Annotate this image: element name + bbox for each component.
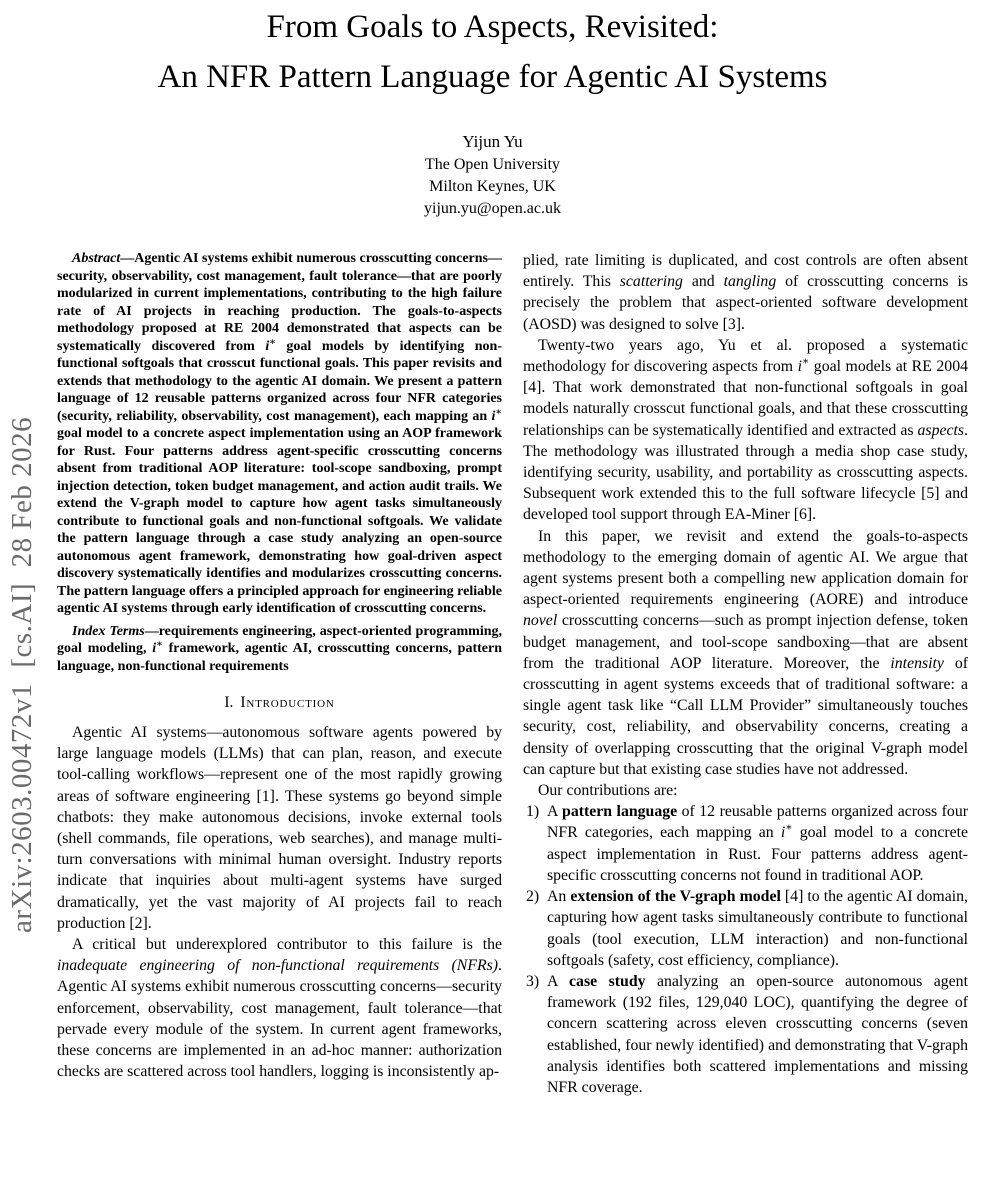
arxiv-watermark: arXiv:2603.00472v1 [cs.AI] 28 Feb 2026 — [6, 416, 38, 933]
left-column — [57, 250, 502, 1098]
contribution-item-2 — [523, 886, 968, 971]
contributions-intro: Our contributions are: — [538, 782, 678, 800]
two-column-body — [57, 250, 968, 1098]
this-paper-paragraph: In this paper, we revisit and extend the goals-to-aspects methodology to the emerging domain of agentic AI. We argue that agent systems present both a compelling new application domain for aspect-oriented requirements engineering (AORE) and introduce novel crosscutting concerns—such as prompt injection defense, token budget management, and tool-scope sandboxing—that are absent from the traditional AOP literature. Moreover, the intensity of crosscutting in agent systems exceeds that of traditional software: a single agent task like “Call LLM Provider” simultaneously touches security, cost, reliability, and observability concerns, creating a density of overlapping crosscutting that the original V-graph model can capture but that existing case studies have not addressed. — [523, 527, 969, 778]
intro-paragraph-1: Agentic AI systems—autonomous software agents powered by large language models (LLMs) that can plan, reason, and execute tool-calling workflows—represent one of the most rapidly growing areas of software engineering [1]. These systems go beyond simple chatbots: they make autonomous decisions, invoke external tools (shell commands, file operations, web searches), and manage multi-turn conversations with minimal human oversight. Industry reports indicate that inquiries about multi-agent systems have surged dramatically, yet the vast majority of AI projects fail to reach production [2]. — [57, 724, 502, 932]
section-number: I. — [224, 694, 234, 711]
paper-header — [0, 0, 985, 220]
contribution-text-3: A case study analyzing an open-source autonomous agent framework (192 files, 129,040 LOC), quantifying the degree of concern scattering across eleven crosscutting concerns (seven established, four newly identified) and demonstrating that V-graph analysis identifies both scattered implementations and missing NFR coverage. — [547, 972, 968, 1096]
contribution-number-2: 2) — [526, 888, 540, 906]
contribution-item-1 — [523, 801, 968, 886]
author-location: Milton Keynes, UK — [429, 178, 556, 195]
contribution-text-1: A pattern language of 12 reusable patterns organized across four NFR categories, each mapping an i∗ goal model to a concrete aspect implementation in Rust. Four patterns address agent-specific crosscutting concerns not found in traditional AOP. — [547, 803, 969, 884]
author-affiliation: The Open University — [424, 156, 561, 173]
author-email: yijun.yu@open.ac.uk — [424, 200, 561, 217]
paper-title — [0, 2, 985, 102]
contribution-number-1: 1) — [526, 803, 540, 821]
contribution-number-3: 3) — [526, 972, 540, 990]
contribution-text-2: An extension of the V-graph model [4] to the agentic AI domain, capturing how agent tasks simultaneously contribute to functional goals (tool execution, LLM interaction) and non-functional softgoals (safety, cost efficiency, compliance). — [547, 888, 968, 969]
intro-paragraph-2: A critical but underexplored contributor to this failure is the inadequate engineering of non-functional requirements (NFRs). Agentic AI systems exhibit numerous crosscutting concerns—security enforcement, observability, cost management, fault tolerance—that pervade every module of the system. In current agent frameworks, these concerns are implemented in an ad-hoc manner: authorization checks are scattered across tool handlers, logging is inconsistently ap- — [57, 936, 502, 1081]
author-block — [0, 130, 985, 220]
index-terms: Index Terms—requirements engineering, aspect-oriented programming, goal modeling, i∗ framework, agentic AI, crosscutting concerns, pattern language, non-functional requirements — [57, 623, 502, 674]
contributions-list — [523, 801, 968, 1098]
section-title: Introduction — [240, 694, 335, 711]
paper-title-line-2: An NFR Pattern Language for Agentic AI Systems — [157, 59, 828, 95]
contribution-item-3 — [523, 971, 968, 1098]
related-work-paragraph: Twenty-two years ago, Yu et al. proposed a systematic methodology for discovering aspects from i∗ goal models at RE 2004 [4]. That work demonstrated that non-functional softgoals in goal models naturally crosscut functional goals, and that these crosscutting relationships can be systematically identified and extracted as aspects. The methodology was illustrated through a media shop case study, identifying security, usability, and portability as crosscutting aspects. Subsequent work extended this to the full software lifecycle [5] and developed tool support through EA-Miner [6]. — [523, 336, 968, 524]
abstract: Abstract—Agentic AI systems exhibit numerous crosscutting concerns—security, observability, cost management, fault tolerance—that are poorly modularized in current implementations, contributing to the high failure rate of AI projects in reaching production. The goals-to-aspects methodology proposed at RE 2004 demonstrated that aspects can be systematically discovered from i∗ goal models by identifying non-functional softgoals that crosscut functional goals. This paper revisits and extends that methodology to the agentic AI domain. We present a pattern language of 12 reusable patterns organized across four NFR categories (security, reliability, observability, cost management), each mapping an i∗ goal model to a concrete aspect implementation using an AOP framework for Rust. Four patterns address agent-specific crosscutting concerns absent from traditional AOP literature: tool-scope sandboxing, prompt injection detection, token budget management, and action audit trails. We extend the V-graph model to capture how agent tasks simultaneously contribute to functional goals and non-functional softgoals. We validate the pattern language through a case study analyzing an open-source autonomous agent framework, demonstrating how goal-driven aspect discovery systematically identifies and modularizes crosscutting concerns. The pattern language offers a principled approach for engineering reliable agentic AI systems through early identification of crosscutting concerns. — [57, 251, 503, 616]
continuation-paragraph: plied, rate limiting is duplicated, and cost controls are often absent entirely. This scattering and tangling of crosscutting concerns is precisely the problem that aspect-oriented software development (AOSD) was designed to solve [3]. — [523, 252, 968, 333]
section-heading-introduction — [57, 694, 502, 712]
author-name: Yijun Yu — [462, 132, 523, 151]
paper-title-line-1: From Goals to Aspects, Revisited: — [266, 9, 719, 45]
right-column — [523, 250, 968, 1098]
